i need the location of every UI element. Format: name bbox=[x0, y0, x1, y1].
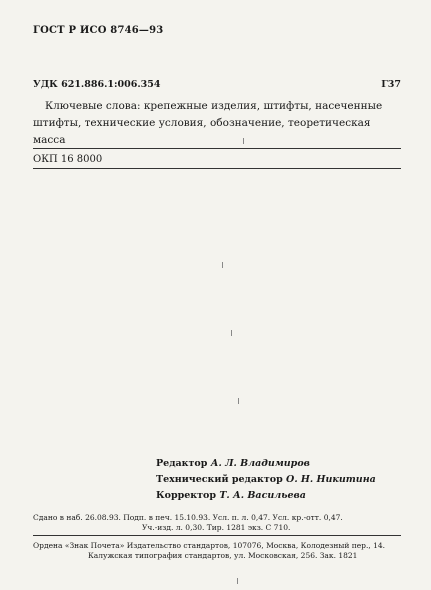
divider-imprint bbox=[33, 535, 401, 536]
divider-okp bbox=[33, 168, 401, 169]
imprint-line-3: Ордена «Знак Почета» Издательство стандартов, 107076, Москва, Колодезный пер., 14. bbox=[33, 541, 386, 550]
credit-role: Корректор bbox=[156, 490, 217, 501]
okp-code: ОКП 16 8000 bbox=[33, 154, 103, 165]
credit-editor bbox=[156, 458, 310, 469]
credit-role: Редактор bbox=[156, 458, 208, 469]
credit-role: Технический редактор bbox=[156, 474, 283, 485]
divider-top bbox=[33, 148, 401, 149]
print-speck bbox=[237, 578, 238, 584]
print-speck bbox=[222, 262, 223, 268]
credit-name: А. Л. Владимиров bbox=[210, 458, 310, 469]
group-code: Г37 bbox=[381, 79, 401, 90]
credit-name: О. Н. Никитина bbox=[286, 474, 376, 485]
imprint-line-1: Сдано в наб. 26.08.93. Подп. в печ. 15.10.93. Усл. п. л. 0,47. Усл. кр.-отт. 0,47. bbox=[33, 513, 343, 522]
print-speck bbox=[231, 330, 232, 336]
print-speck bbox=[243, 138, 244, 144]
imprint-line-4: Калужская типография стандартов, ул. Московская, 256. Зак. 1821 bbox=[88, 551, 358, 560]
imprint-line-2: Уч.-изд. л. 0,30. Тир. 1281 экз. С 710. bbox=[142, 523, 291, 532]
print-speck bbox=[238, 398, 239, 404]
udk-code: УДК 621.886.1:006.354 bbox=[33, 79, 161, 90]
credit-corrector bbox=[156, 490, 306, 501]
standard-number: ГОСТ Р ИСО 8746—93 bbox=[33, 25, 164, 36]
keywords-paragraph: Ключевые слова: крепежные изделия, штифты, насеченные штифты, технические условия, обозначение, теоретическая масса bbox=[33, 100, 383, 146]
credit-name: Т. А. Васильева bbox=[219, 490, 306, 501]
credit-tech-editor bbox=[156, 474, 376, 485]
